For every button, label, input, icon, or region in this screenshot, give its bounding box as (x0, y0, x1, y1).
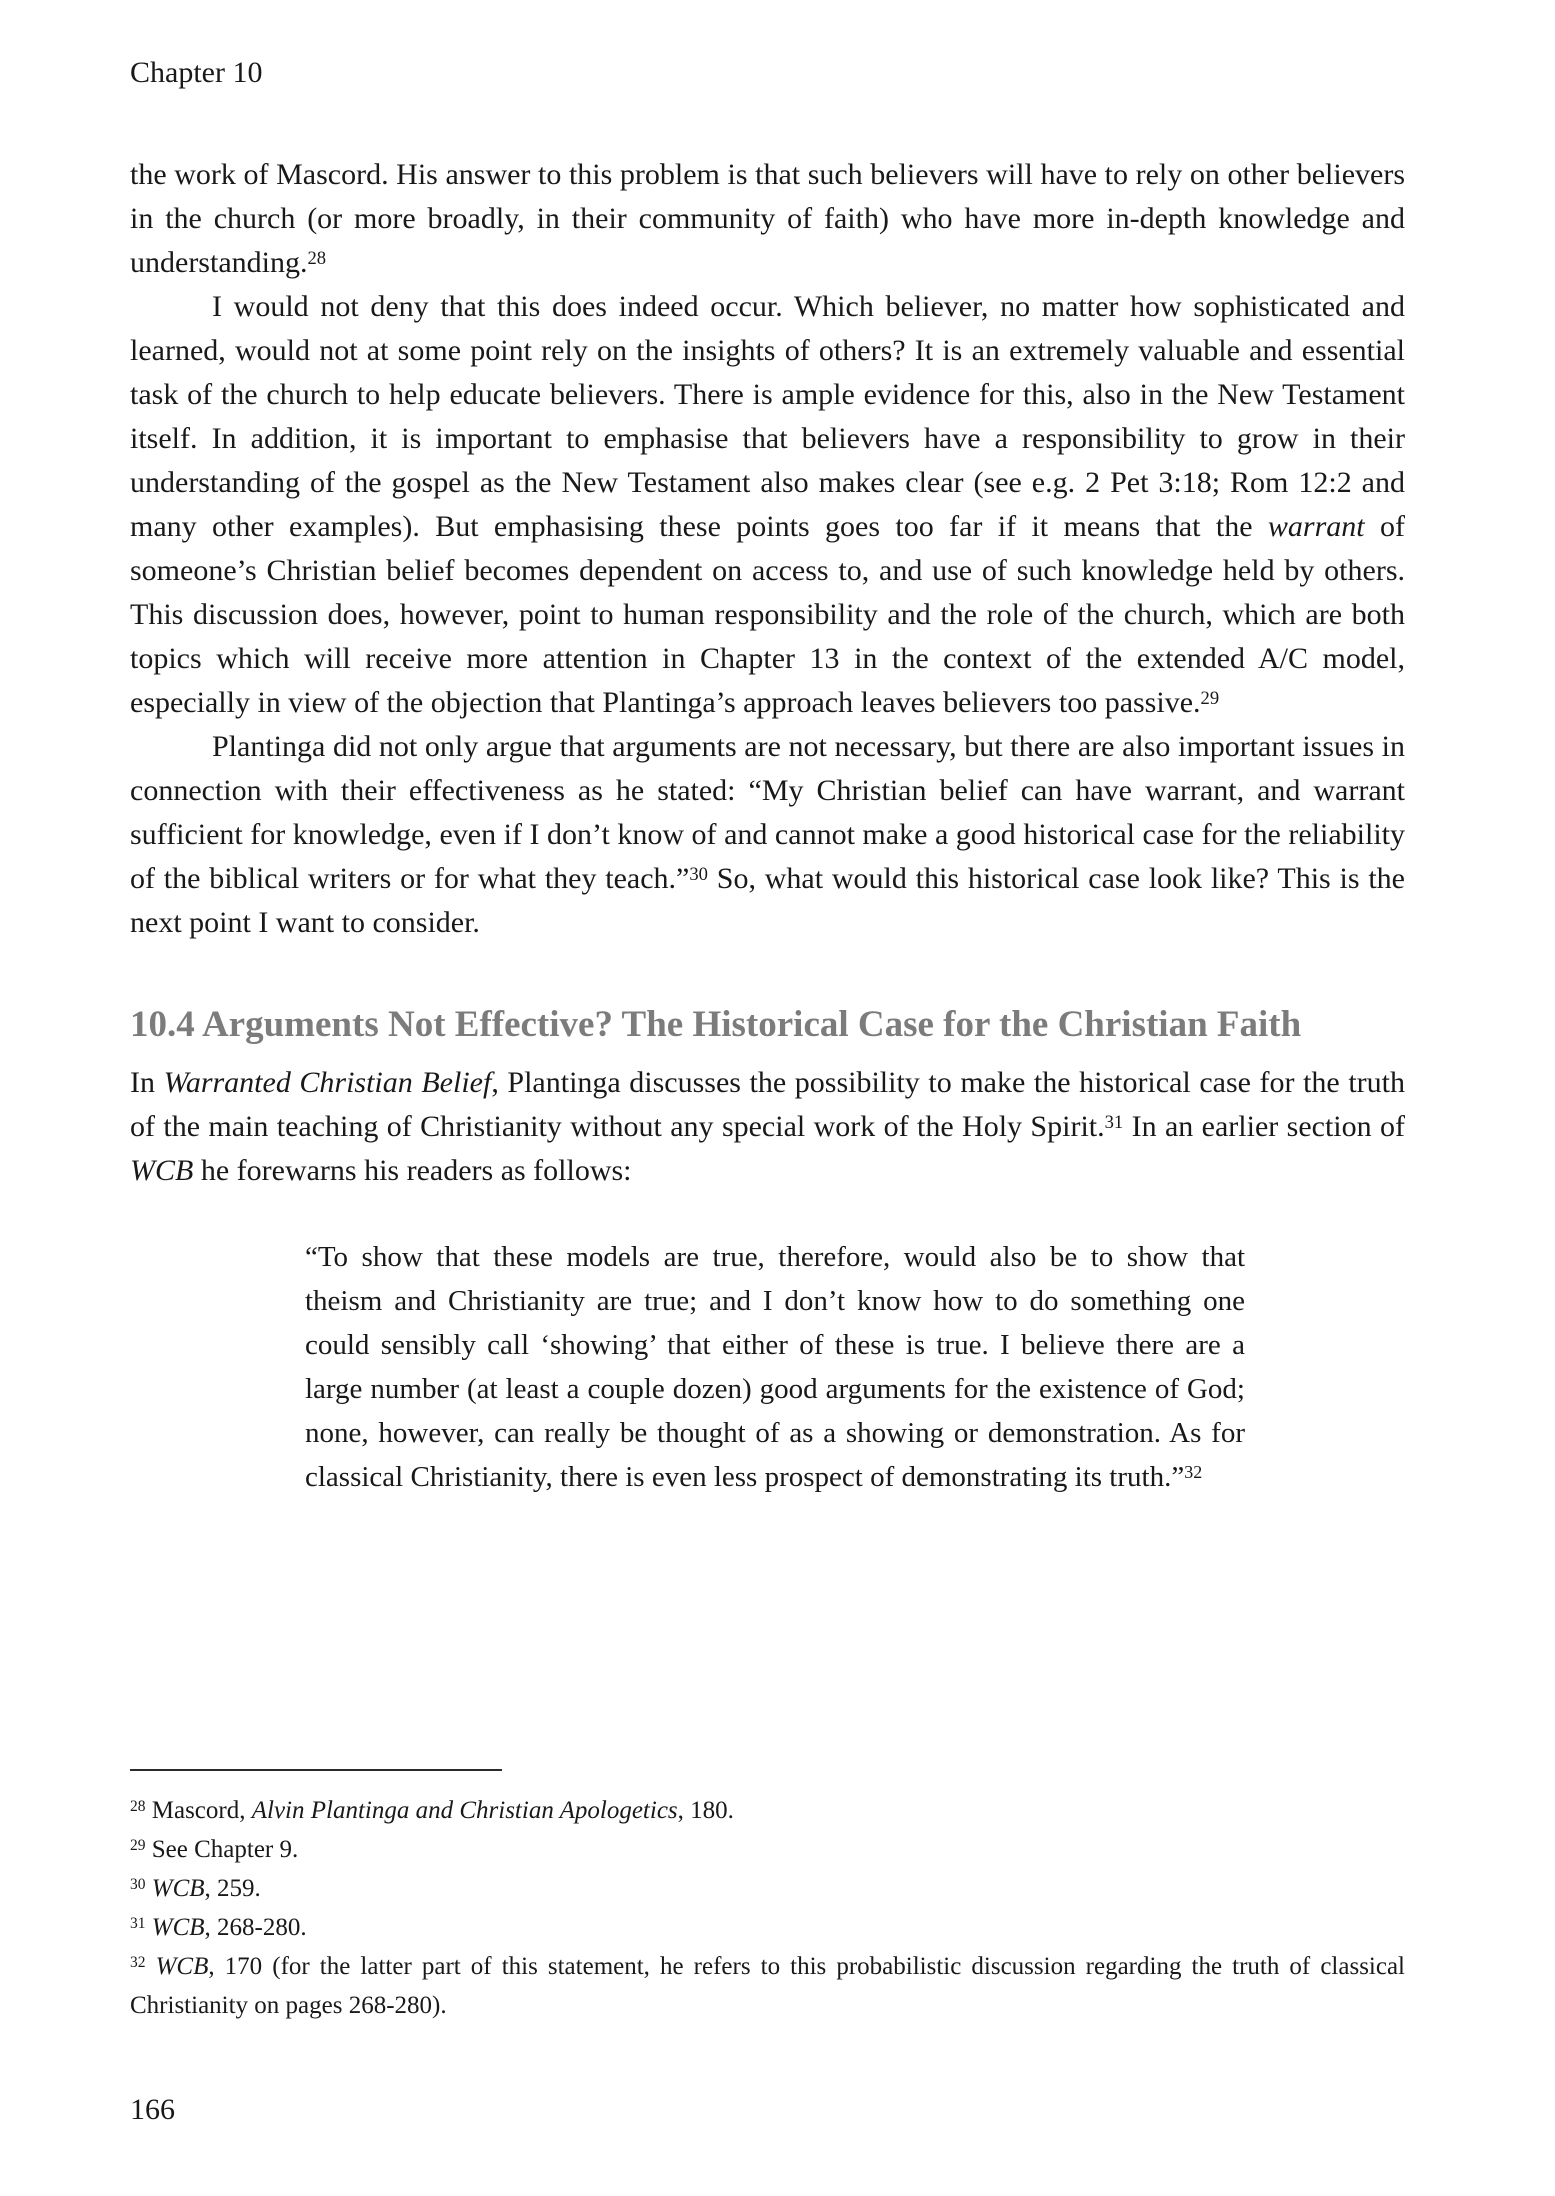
paragraph: Plantinga did not only argue that arguments are not necessary, but there are also important issues in connection with their effectiveness as he stated: “My Christian belief can have warrant, and warrant sufficient for knowledge, even if I don’t know of and cannot make a good historical case for the reliability of the biblical writers or for what they teach.”$^{30}$ So, what would this historical case look like? This is the next point I want to consider. (130, 730, 1405, 939)
footnotes (130, 1791, 1405, 2025)
footnote: $^{32}$ WCB, 170 (for the latter part of this statement, he refers to this probabilistic discussion regarding the truth of classical Christianity on pages 268-280). (130, 1953, 1406, 2019)
blockquote: “To show that these models are true, therefore, would also be to show that theism and Christianity are true; and I don’t know how to do something one could sensibly call ‘showing’ that either of these is true. I believe there are a large number (at least a couple dozen) good arguments for the existence of God; none, however, can really be thought of as a showing or demonstration. As for classical Christianity, there is even less prospect of demonstrating its truth.”$^{32}$ (305, 1241, 1245, 1493)
footnote: $^{28}$ Mascord, Alvin Plantinga and Christian Apologetics, 180. (130, 1797, 734, 1824)
page-number: 166 (130, 2093, 175, 2126)
footnote: $^{30}$ WCB, 259. (130, 1875, 261, 1902)
footnote-separator (130, 1769, 502, 1771)
whitespace (130, 1541, 1405, 1769)
paragraph: I would not deny that this does indeed occur. Which believer, no matter how sophisticated and learned, would not at some point rely on the insights of others? It is an extremely valuable and essential task of the church to help educate believers. There is ample evidence for this, also in the New Testament itself. In addition, it is important to emphasise that believers have a responsibility to grow in their understanding of the gospel as the New Testament also makes clear (see e.g. 2 Pet 3:18; Rom 12:2 and many other examples). But emphasising these points goes too far if it means that the warrant of someone’s Christian belief becomes dependent on access to, and use of such knowledge held by others. This discussion does, however, point to human responsibility and the role of the church, which are both topics which will receive more attention in Chapter 13 in the context of the extended A/C model, especially in view of the objection that Plantinga’s approach leaves believers too passive.$^{29}$ (130, 290, 1405, 719)
footnote: $^{29}$ See Chapter 9. (130, 1836, 299, 1863)
paragraph-continued: the work of Mascord. His answer to this problem is that such believers will have to rely on other believers in the church (or more broadly, in their community of faith) who have more in-depth knowledge and understanding.$^{28}$ (130, 158, 1405, 279)
section-heading: 10.4 Arguments Not Effective? The Historical Case for the Christian Faith (130, 1004, 1302, 1045)
footnote: $^{31}$ WCB, 268-280. (130, 1914, 307, 1941)
running-head: Chapter 10 (130, 56, 263, 89)
paragraph: In Warranted Christian Belief, Plantinga discusses the possibility to make the historical case for the truth of the main teaching of Christianity without any special work of the Holy Spirit.$^{31}$ In an earlier section of WCB he forewarns his readers as follows: (130, 1066, 1405, 1187)
body-text (130, 153, 1405, 1541)
